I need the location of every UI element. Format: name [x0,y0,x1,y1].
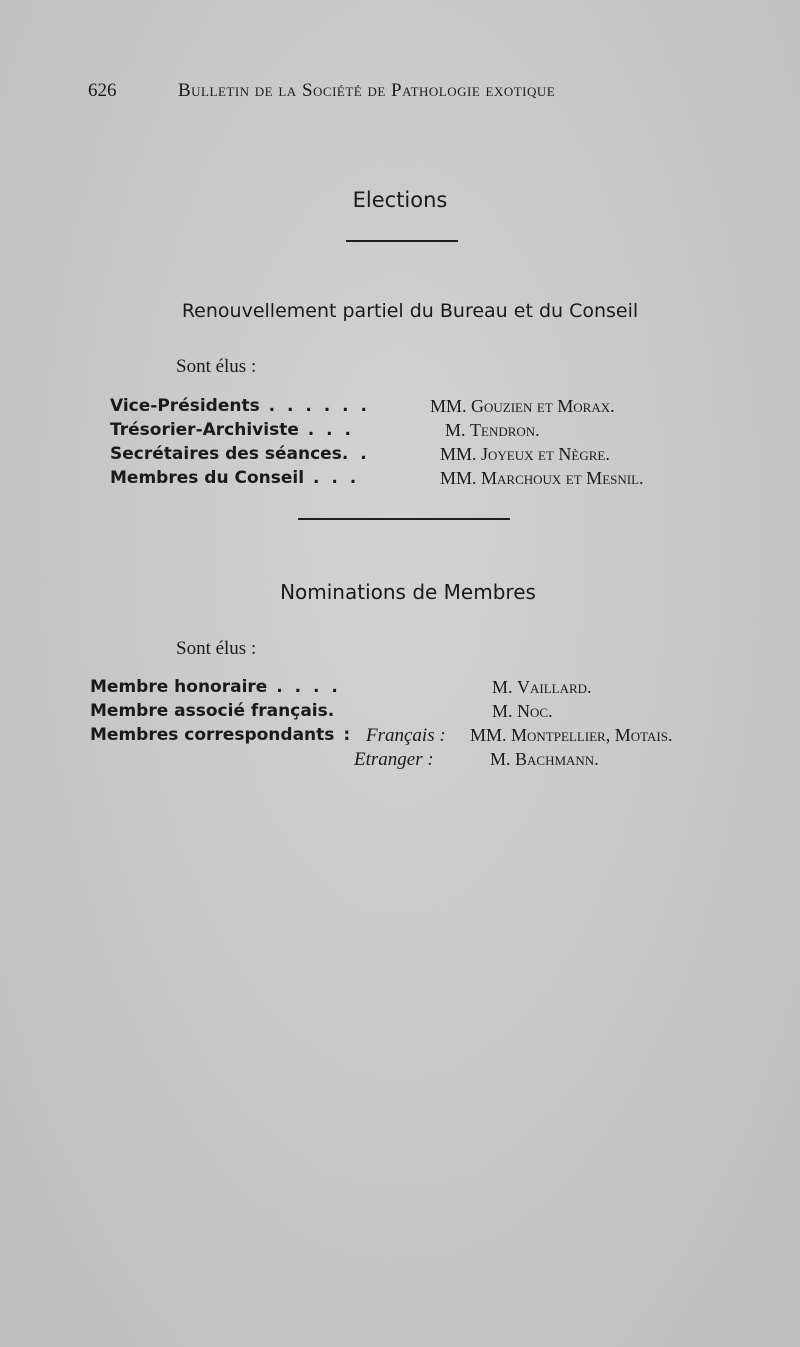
elections-sont-elus: Sont élus : [176,356,257,377]
member-category: Etranger : [354,749,434,770]
nomination-row [90,677,770,701]
nomination-row [90,749,770,773]
running-head [88,80,740,104]
nominations-heading: Nominations de Membres [280,580,536,604]
role-label: Membre honoraire . . . . [90,677,341,697]
elected-names: M. Noc. [492,701,553,721]
elections-subheading: Renouvellement partiel du Bureau et du Conseil [181,300,639,322]
election-row [110,420,710,444]
election-row [110,444,710,468]
journal-title: Bulletin de la Société de Pathologie exotique [178,80,556,101]
role-label: Membres correspondants : [90,725,354,745]
member-category: Français : [366,725,446,746]
election-row [110,468,710,492]
role-label: Trésorier-Archiviste . . . [110,420,354,440]
elected-names: MM. Montpellier, Motais. [470,725,673,745]
election-row [110,396,710,420]
elected-names: M. Tendron. [445,420,540,440]
role-label: Vice-Présidents . . . . . . [110,396,370,416]
role-label: Membre associé français. [90,701,338,721]
elected-names: M. Vaillard. [492,677,592,697]
elected-names: M. Bachmann. [490,749,599,769]
nomination-row [90,725,770,749]
page-number: 626 [88,80,117,101]
elected-names: MM. Gouzien et Morax. [430,396,615,416]
nomination-row [90,701,770,725]
elections-heading: Elections [352,188,448,212]
role-label: Membres du Conseil . . . [110,468,360,488]
elected-names: MM. Marchoux et Mesnil. [440,468,644,488]
role-label: Secrétaires des séances. . [110,444,370,464]
nominations-sont-elus: Sont élus : [176,638,257,659]
section-divider [298,518,510,520]
elections-heading-rule [346,240,458,242]
elected-names: MM. Joyeux et Nègre. [440,444,610,464]
